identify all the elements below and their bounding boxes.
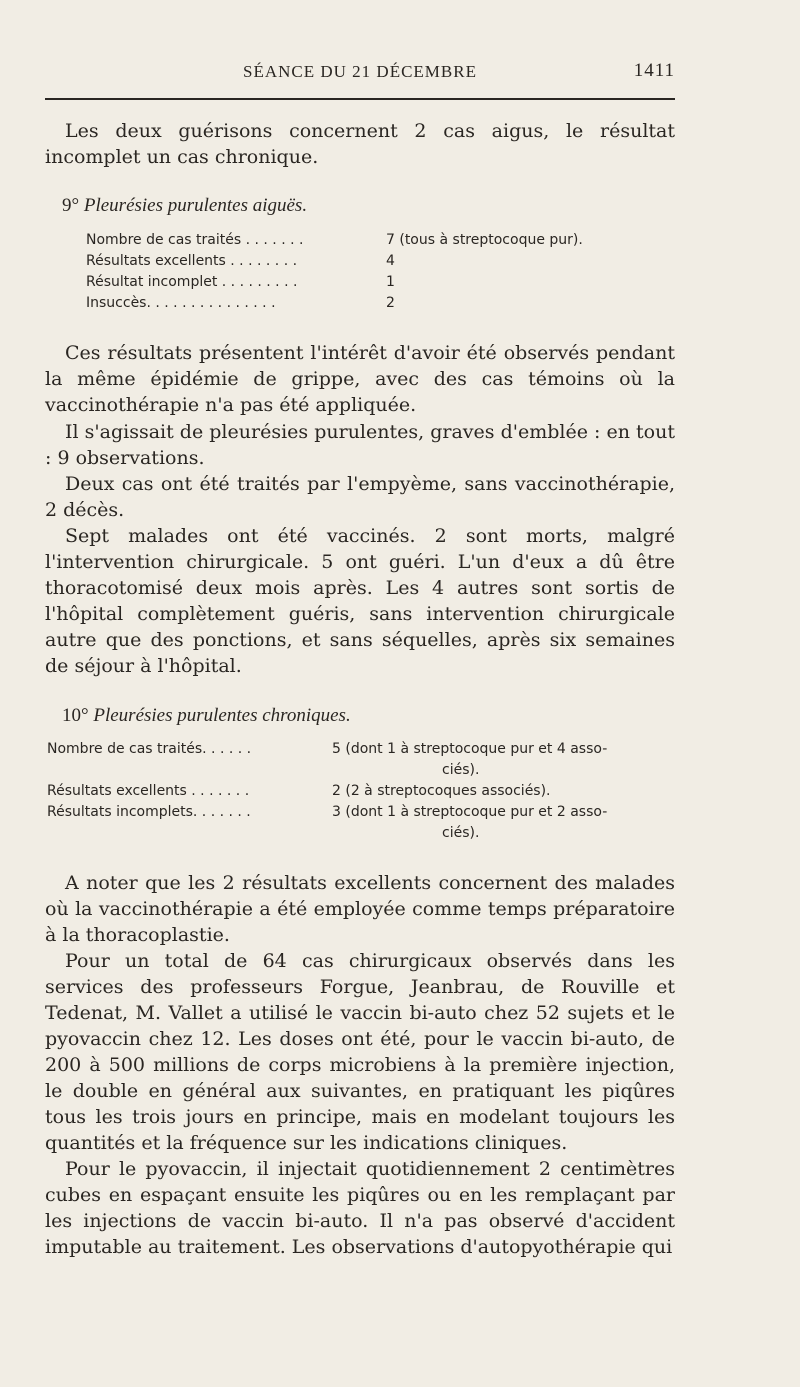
row-value: 7 (tous à streptocoque pur). — [386, 232, 583, 248]
row-label: Nombre de cas traités . . . . . . . — [86, 232, 304, 248]
table-row — [47, 802, 677, 823]
section-9-table — [86, 230, 676, 314]
row-value: 2 (2 à streptocoques associés). — [332, 783, 551, 799]
section-10-number: 10° — [62, 705, 89, 726]
table-row — [47, 781, 677, 802]
paragraph: Ces résultats présentent l'intérêt d'avoir été observés pendant la même épidémie de grippe, avec des cas témoins où la vaccinothérapie n'a pas été appliquée. — [45, 342, 675, 416]
row-label: Insuccès. . . . . . . . . . . . . . . — [86, 295, 276, 311]
paragraph: Deux cas ont été traités par l'empyème, sans vaccinothérapie, 2 décès. — [45, 473, 675, 521]
paragraph: Pour un total de 64 cas chirurgicaux observés dans les services des professeurs Forgue, Jeanbrau, de Rouville et Tedenat, M. Vallet a utilisé le vaccin bi-auto chez 52 sujets et le pyovaccin chez 12. Les doses ont été, pour le vaccin bi-auto, de 200 à 500 millions de corps microbiens à la première injection, le double en général aux suivantes, en pratiquant les piqûres tous les trois jours en principe, mais en modelant toujours les quantités et la fréquence sur les indications cliniques. — [45, 950, 675, 1154]
row-value: 1 — [386, 274, 395, 290]
row-label: Résultat incomplet . . . . . . . . . — [86, 274, 298, 290]
table-row-continuation — [47, 823, 677, 844]
section-10-title: Pleurésies purulentes chroniques. — [93, 705, 351, 726]
section-9-number: 9° — [62, 195, 80, 216]
row-label: Nombre de cas traités. . . . . . — [47, 741, 252, 757]
row-value: 3 (dont 1 à streptocoque pur et 2 asso- — [332, 804, 608, 820]
row-value-continuation: ciés). — [442, 825, 480, 841]
row-value: 4 — [386, 253, 395, 269]
page-number: 1411 — [633, 60, 675, 81]
row-label: Résultats excellents . . . . . . . — [47, 783, 250, 799]
table-row — [86, 272, 676, 293]
table-row-continuation — [47, 760, 677, 781]
header-rule — [45, 98, 675, 100]
paragraph: Pour le pyovaccin, il injectait quotidiennement 2 centimètres cubes en espaçant ensuite les piqûres ou en les remplaçant par les injections de vaccin bi-auto. Il n'a pas observé d'accident imputable au traitement. Les observations d'autopyothérapie qui — [45, 1158, 675, 1258]
intro-paragraph: Les deux guérisons concernent 2 cas aigus, le résultat incomplet un cas chronique. — [45, 120, 675, 168]
paragraph: A noter que les 2 résultats excellents concernent des malades où la vaccinothérapie a été employée comme temps préparatoire à la thoracoplastie. — [45, 872, 675, 946]
section-10-heading — [62, 703, 351, 729]
section-9-heading — [62, 193, 307, 219]
section-9-title: Pleurésies purulentes aiguës. — [83, 195, 308, 216]
header-title: SÉANCE DU 21 DÉCEMBRE — [243, 62, 477, 81]
row-label: Résultats excellents . . . . . . . . — [86, 253, 298, 269]
paragraph: Il s'agissait de pleurésies purulentes, graves d'emblée : en tout : 9 observations. — [45, 421, 675, 469]
running-header — [45, 58, 675, 88]
table-row — [86, 293, 676, 314]
paragraph: Sept malades ont été vaccinés. 2 sont morts, malgré l'intervention chirurgicale. 5 ont guéri. L'un d'eux a dû être thoracotomisé deux mois après. Les 4 autres sont sortis de l'hôpital complètement guéris, sans intervention chirurgicale autre que des ponctions, et sans séquelles, après six semaines de séjour à l'hôpital. — [45, 525, 675, 677]
row-label: Résultats incomplets. . . . . . . — [47, 804, 251, 820]
row-value: 2 — [386, 295, 395, 311]
row-value: 5 (dont 1 à streptocoque pur et 4 asso- — [332, 741, 608, 757]
row-value-continuation: ciés). — [442, 762, 480, 778]
table-row — [86, 251, 676, 272]
section-10-table — [47, 739, 677, 844]
table-row — [86, 230, 676, 251]
table-row — [47, 739, 677, 760]
